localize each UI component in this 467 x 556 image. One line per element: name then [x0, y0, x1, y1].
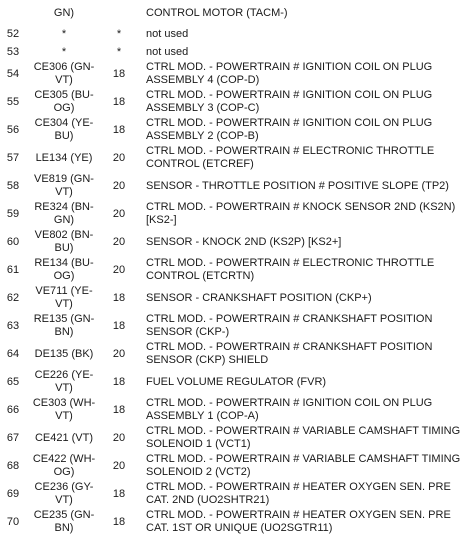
pin-number: 53 — [6, 46, 20, 58]
table-row — [0, 508, 467, 536]
circuit-color: GN) — [53, 6, 75, 19]
table-row — [0, 368, 467, 396]
pin-number: 68 — [6, 460, 20, 472]
pin-number: 61 — [6, 264, 20, 276]
circuit-color: CE303 (WH-VT) — [32, 397, 96, 422]
wire-gauge: 18 — [112, 488, 126, 500]
circuit-color: CE422 (WH-OG) — [32, 453, 96, 478]
pin-number: 67 — [6, 432, 20, 444]
wire-gauge: 20 — [112, 208, 126, 220]
circuit-description: CTRL MOD. - POWERTRAIN # IGNITION COIL ON PLUG ASSEMBLY 2 (COP-B) — [146, 117, 433, 142]
wire-gauge: 18 — [112, 292, 126, 304]
circuit-description: not used — [146, 27, 189, 40]
table-row — [0, 340, 467, 368]
circuit-description: CTRL MOD. - POWERTRAIN # HEATER OXYGEN SEN. PRE CAT. 1ST OR UNIQUE (UO2SGTR11) — [146, 509, 451, 534]
circuit-color: RE324 (BN-GN) — [34, 201, 94, 226]
wire-gauge: 18 — [112, 68, 126, 80]
table-row — [0, 200, 467, 228]
pin-number: 65 — [6, 376, 20, 388]
circuit-description: CTRL MOD. - POWERTRAIN # IGNITION COIL ON PLUG ASSEMBLY 4 (COP-D) — [146, 61, 433, 86]
wire-gauge: 18 — [112, 516, 126, 528]
pin-number: 56 — [6, 124, 20, 136]
circuit-description: CTRL MOD. - POWERTRAIN # ELECTRONIC THROTTLE CONTROL (ETCRTN) — [146, 257, 435, 282]
circuit-color: RE134 (BU-OG) — [34, 257, 94, 282]
circuit-color: CE421 (VT) — [34, 431, 94, 444]
circuit-description: CTRL MOD. - POWERTRAIN # VARIABLE CAMSHAFT TIMING SOLENOID 1 (VCT1) — [146, 425, 461, 450]
pin-number: 58 — [6, 180, 20, 192]
circuit-description: CTRL MOD. - POWERTRAIN # IGNITION COIL ON PLUG ASSEMBLY 1 (COP-A) — [146, 397, 433, 422]
circuit-description: CTRL MOD. - POWERTRAIN # KNOCK SENSOR 2ND (KS2N) [KS2-] — [146, 201, 456, 226]
circuit-color: VE711 (YE-VT) — [35, 285, 93, 310]
circuit-color: RE135 (GN-BN) — [33, 313, 95, 338]
circuit-description: CTRL MOD. - POWERTRAIN # IGNITION COIL ON PLUG ASSEMBLY 3 (COP-C) — [146, 89, 433, 114]
pin-number: 54 — [6, 68, 20, 80]
table-row — [0, 25, 467, 43]
table-row — [0, 312, 467, 340]
table-row — [0, 480, 467, 508]
circuit-color: VE819 (GN-VT) — [34, 173, 94, 198]
circuit-color: * — [61, 45, 67, 58]
circuit-color: * — [61, 27, 67, 40]
wire-gauge: 20 — [112, 432, 126, 444]
circuit-description: CTRL MOD. - POWERTRAIN # ELECTRONIC THROTTLE CONTROL (ETCREF) — [146, 145, 435, 170]
circuit-description: CTRL MOD. - POWERTRAIN # HEATER OXYGEN SEN. PRE CAT. 2ND (UO2SHTR21) — [146, 481, 451, 506]
pin-number: 64 — [6, 348, 20, 360]
circuit-description: SENSOR - THROTTLE POSITION # POSITIVE SLOPE (TP2) — [146, 179, 449, 192]
wire-gauge: 20 — [112, 236, 126, 248]
table-row — [0, 452, 467, 480]
circuit-color: CE236 (GY-VT) — [34, 481, 94, 506]
table-row — [0, 43, 467, 61]
table-row — [0, 284, 467, 312]
wire-gauge: 20 — [112, 264, 126, 276]
wire-gauge: * — [116, 28, 122, 40]
wire-gauge: 18 — [112, 96, 126, 108]
wire-gauge: 18 — [112, 124, 126, 136]
circuit-description: FUEL VOLUME REGULATOR (FVR) — [146, 375, 327, 388]
table-row — [0, 4, 467, 22]
circuit-description: not used — [146, 45, 189, 58]
pin-number: 57 — [6, 152, 20, 164]
pin-number: 70 — [6, 516, 20, 528]
pin-number: 52 — [6, 28, 20, 40]
circuit-color: LE134 (YE) — [35, 151, 93, 164]
circuit-description: CTRL MOD. - POWERTRAIN # CRANKSHAFT POSITION SENSOR (CKP-) — [146, 313, 433, 338]
pin-number: 59 — [6, 208, 20, 220]
table-row — [0, 256, 467, 284]
pin-number: 55 — [6, 96, 20, 108]
table-row — [0, 88, 467, 116]
circuit-description: SENSOR - KNOCK 2ND (KS2P) [KS2+] — [146, 235, 342, 248]
circuit-color: CE235 (GN-BN) — [33, 509, 95, 534]
pin-number: 62 — [6, 292, 20, 304]
table-row — [0, 116, 467, 144]
circuit-color: CE306 (GN-VT) — [33, 61, 95, 86]
wire-gauge: 18 — [112, 404, 126, 416]
circuit-description: CTRL MOD. - POWERTRAIN # VARIABLE CAMSHAFT TIMING SOLENOID 2 (VCT2) — [146, 453, 461, 478]
circuit-color: CE304 (YE-BU) — [34, 117, 94, 142]
circuit-color: DE135 (BK) — [34, 347, 94, 360]
wire-gauge: 18 — [112, 320, 126, 332]
wire-gauge: 20 — [112, 152, 126, 164]
wire-gauge: 18 — [112, 376, 126, 388]
circuit-color: CE226 (YE-VT) — [34, 369, 94, 394]
circuit-description: SENSOR - CRANKSHAFT POSITION (CKP+) — [146, 291, 372, 304]
circuit-color: VE802 (BN-BU) — [34, 229, 94, 254]
pin-number: 66 — [6, 404, 20, 416]
pin-number: 60 — [6, 236, 20, 248]
wire-gauge: * — [116, 46, 122, 58]
wire-gauge: 20 — [112, 180, 126, 192]
pin-number: 63 — [6, 320, 20, 332]
circuit-description: CONTROL MOTOR (TACM-) — [146, 6, 288, 19]
wire-gauge: 20 — [112, 348, 126, 360]
wire-gauge: 20 — [112, 460, 126, 472]
pin-number: 69 — [6, 488, 20, 500]
circuit-description: CTRL MOD. - POWERTRAIN # CRANKSHAFT POSITION SENSOR (CKP) SHIELD — [146, 341, 433, 366]
table-row — [0, 396, 467, 424]
circuit-color: CE305 (BU-OG) — [34, 89, 94, 114]
table-row — [0, 60, 467, 88]
table-row — [0, 424, 467, 452]
table-row — [0, 144, 467, 172]
table-row — [0, 228, 467, 256]
table-row — [0, 172, 467, 200]
